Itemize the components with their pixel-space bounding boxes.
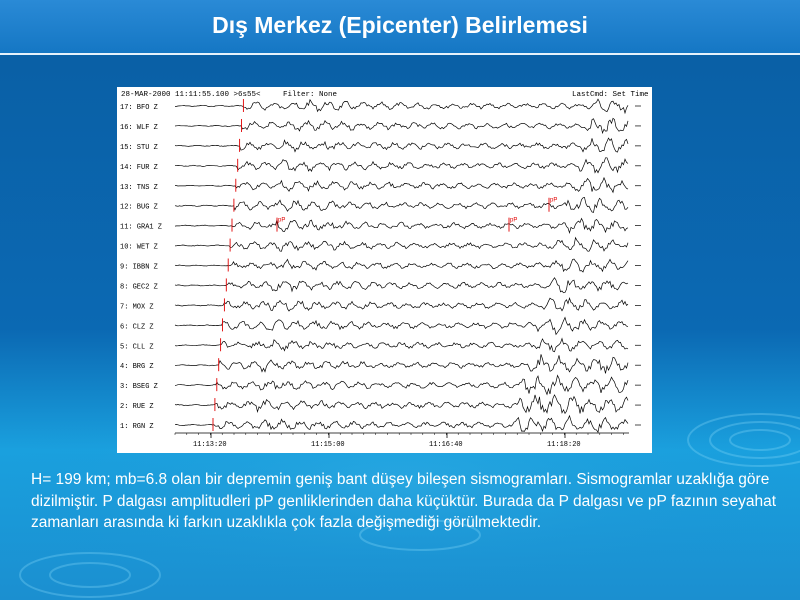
seismogram-trace [175,259,628,272]
slide-caption: H= 199 km; mb=6.8 olan bir depremin geniş bant düşey bileşen sismogramları. Sismogramlar uzaklığa göre dizilmiştir. P dalgası amplitudleri pP genliklerinden daha küçüktür. Burada da P dalgası ve pP fazının seyahat zamanları arasında ki farkın uzaklıkla çok fazla değişmediği görülmektedir. [31,471,777,531]
station-label: 1: RGN Z [120,423,154,431]
pp-pick-label: pP [510,217,518,224]
seismogram-trace [175,339,628,352]
header-left: 28-MAR-2000 11:11:55.100 >6s55< [121,91,261,99]
time-tick-label: 11:16:40 [429,441,463,449]
seismogram-trace [175,99,628,113]
station-label: 16: WLF Z [120,123,158,132]
seismogram-trace [175,416,628,432]
time-tick-label: 11:15:00 [311,441,345,449]
station-label: 8: GEC2 Z [120,283,158,292]
pp-pick-label: pP [278,217,286,224]
station-label: 11: GRA1 Z [120,223,163,232]
seismogram-trace [175,197,628,212]
header-right: LastCmd: Set Time [572,91,649,99]
seismogram-trace [175,118,628,133]
seismogram-plot [117,87,652,453]
seismogram-trace [175,158,628,173]
station-label: 7: MOX Z [120,303,154,312]
seismogram-trace [175,354,628,373]
station-label: 4: BRG Z [120,363,154,372]
seismogram-trace [175,278,628,293]
station-label: 2: RUE Z [120,403,154,412]
pp-pick-label: pP [550,197,558,204]
time-tick-label: 11:18:20 [547,441,581,449]
station-label: 13: TNS Z [120,183,158,192]
title-bar [0,0,800,55]
slide-title: Dış Merkez (Epicenter) Belirlemesi [212,12,588,38]
seismogram-trace [175,375,628,394]
station-label: 3: BSEG Z [120,383,158,392]
seismogram-trace [175,138,628,152]
seismogram-trace [175,219,628,233]
seismogram-trace [175,318,628,335]
station-label: 12: BUG Z [120,203,158,212]
seismogram-figure [117,87,652,453]
seismogram-trace [175,178,628,193]
station-label: 10: WET Z [120,243,158,252]
station-label: 9: IBBN Z [120,263,158,272]
time-tick-label: 11:13:20 [193,441,227,449]
station-label: 17: BFO Z [120,104,158,112]
station-label: 15: STU Z [120,143,158,152]
seismogram-trace [175,395,628,414]
station-label: 5: CLL Z [120,343,154,352]
station-label: 6: CLZ Z [120,323,154,332]
seismogram-trace [175,238,628,252]
seismogram-trace [175,298,628,311]
header-filter: Filter: None [283,91,338,99]
station-label: 14: FUR Z [120,163,158,172]
